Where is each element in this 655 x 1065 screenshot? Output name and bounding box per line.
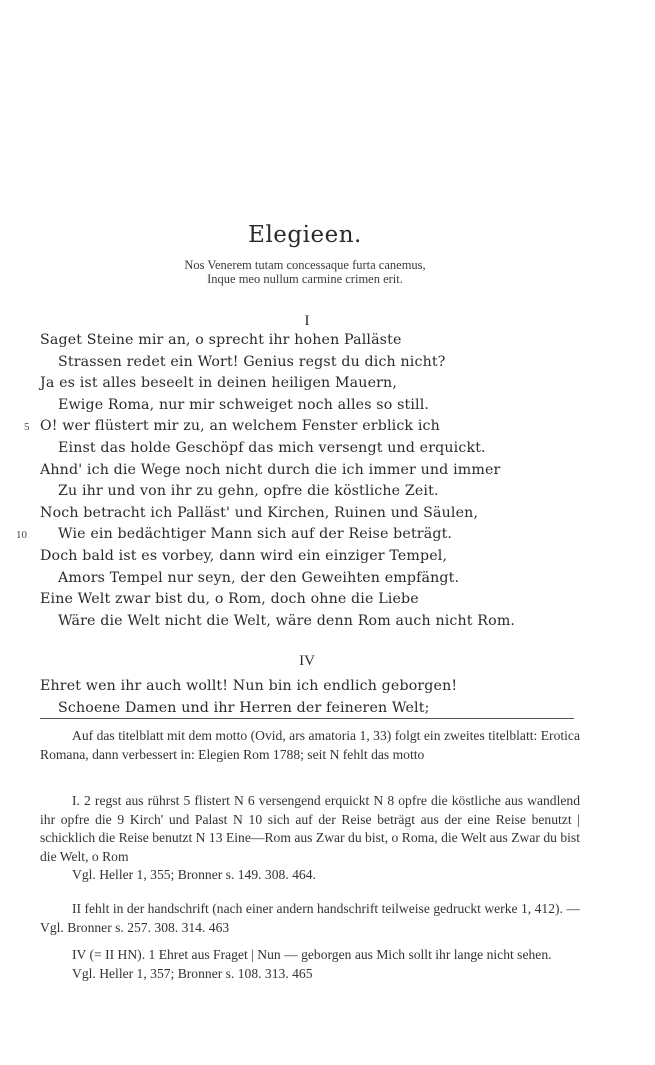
note-II: II fehlt in der handschrift (nach einer andern handschrift teilweise gedruckt werke 1, 412). — Vgl. Bronner s. 257. 308. 314. 463 <box>40 901 580 935</box>
page-title: Elegieen. <box>248 222 362 248</box>
verse-line: Strassen redet ein Wort! Genius regst du dich nicht? <box>58 353 446 370</box>
verse-line: Saget Steine mir an, o sprecht ihr hohen Palläste <box>40 332 402 348</box>
footnote-II <box>40 900 580 937</box>
verse-line: Eine Welt zwar bist du, o Rom, doch ohne die Liebe <box>40 591 419 608</box>
footnote-divider <box>40 718 574 719</box>
motto-line-2: Inque meo nullum carmine crimen erit. <box>207 272 403 286</box>
section-number-I: I <box>304 313 310 329</box>
footnote-motto <box>40 727 580 764</box>
motto-line-1: Nos Venerem tutam concessaque furta canemus, <box>184 258 426 272</box>
verse-line: Zu ihr und von ihr zu gehn, opfre die köstliche Zeit. <box>58 483 439 500</box>
section-number-IV: IV <box>299 653 315 669</box>
verse-line: Einst das holde Geschöpf das mich versengt und erquickt. <box>58 440 486 456</box>
footnote-variants-IV <box>40 946 580 983</box>
footnote-variants-I <box>40 792 580 885</box>
variants-I: I. 2 regst aus rührst 5 flistert N 6 versengend erquickt N 8 opfre die köstliche aus wandlend ihr opfre die 9 Kirch' und Palast N 10 sich auf der Reise beträgt aus der eine Reise benutzt | schicklich die Reise benutzt N 13 Eine—Rom aus Zwar du bist, o Roma, die Welt aus Zwar du bist die Welt, o Rom <box>40 793 580 864</box>
verse-line: Noch betracht ich Palläst' und Kirchen, Ruinen und Säulen, <box>40 504 479 521</box>
verse-line: Wie ein bedächtiger Mann sich auf der Reise beträgt. <box>58 526 453 543</box>
verse-line: O! wer flüstert mir zu, an welchem Fenster erblick ich <box>40 418 440 435</box>
refs-I: Vgl. Heller 1, 355; Bronner s. 149. 308. 464. <box>72 867 316 882</box>
verse-line: Ja es ist alles beseelt in deinen heiligen Mauern, <box>40 375 397 392</box>
motto-note: Auf das titelblatt mit dem motto (Ovid, ars amatoria 1, 33) folgt ein zweites titelblatt: Erotica Romana, dann verbessert in: Elegien Rom 1788; seit N fehlt das motto <box>40 728 580 762</box>
verse-line: Wäre die Welt nicht die Welt, wäre denn Rom auch nicht Rom. <box>58 612 516 629</box>
motto <box>0 258 610 286</box>
line-number: 10 <box>16 529 27 542</box>
verse-line: Schoene Damen und ihr Herren der feineren Welt; <box>58 699 430 716</box>
verse-line: Amors Tempel nur seyn, der den Geweihten empfängt. <box>58 569 460 586</box>
verse-line: Ehret wen ihr auch wollt! Nun bin ich endlich geborgen! <box>40 678 458 694</box>
verse-line: Doch bald ist es vorbey, dann wird ein einziger Tempel, <box>40 548 448 564</box>
refs-IV: Vgl. Heller 1, 357; Bronner s. 108. 313. 465 <box>72 965 313 981</box>
line-number: 5 <box>24 421 30 434</box>
variants-IV: IV (= II HN). 1 Ehret aus Fraget | Nun — geborgen aus Mich sollt ihr lange nicht sehen. <box>72 947 552 962</box>
verse-line: Ahnd' ich die Wege noch nicht durch die ich immer und immer <box>40 461 501 478</box>
verse-line: Ewige Roma, nur mir schweiget noch alles so still. <box>58 396 430 413</box>
